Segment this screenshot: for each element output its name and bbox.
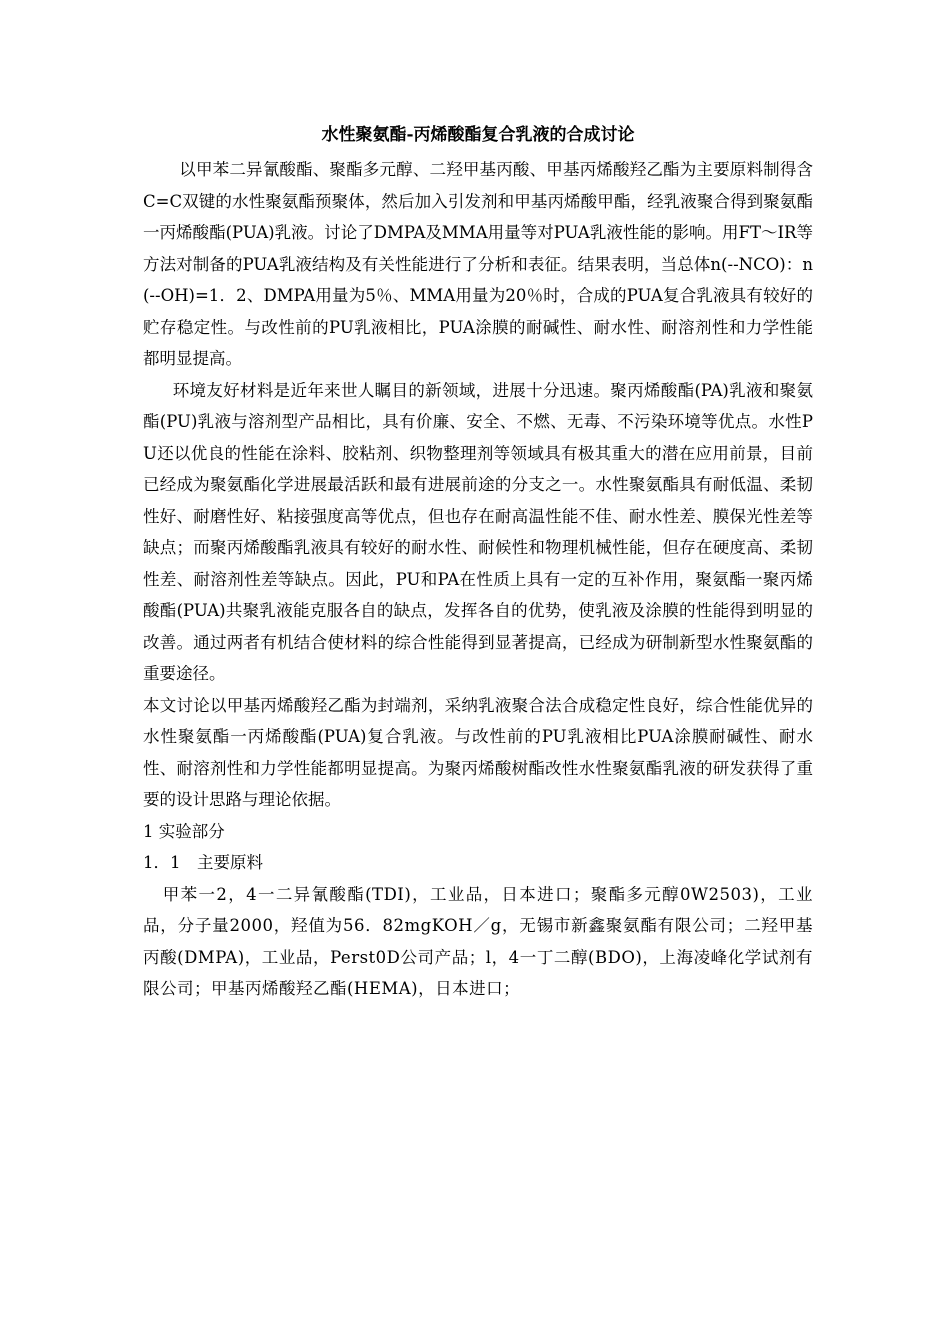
introduction-paragraph: 环境友好材料是近年来世人瞩目的新领域，进展十分迅速。聚丙烯酸酯(PA)乳液和聚氨酯(PU)乳液与溶剂型产品相比，具有价廉、安全、不燃、无毒、不污染环境等优点。水性PU还以优良的性能在涂料、胶粘剂、织物整理剂等领域具有极其重大的潜在应用前景，目前已经成为聚氨酯化学进展最活跃和最有进展前途的分支之一。水性聚氨酯具有耐低温、柔韧性好、耐磨性好、粘接强度高等优点，但也存在耐高温性能不佳、耐水性差、膜保光性差等缺点；而聚丙烯酸酯乳液具有较好的耐水性、耐候性和物理机械性能，但存在硬度高、柔韧性差、耐溶剂性差等缺点。因此，PU和PA在性质上具有一定的互补作用，聚氨酯一聚丙烯酸酯(PUA)共聚乳液能克服各自的缺点，发挥各自的优势，使乳液及涂膜的性能得到明显的改善。通过两者有机结合使材料的综合性能得到显著提高，已经成为研制新型水性聚氨酯的重要途径。 — [143, 380, 813, 683]
abstract-paragraph: 以甲苯二异氰酸酯、聚酯多元醇、二羟甲基丙酸、甲基丙烯酸羟乙酯为主要原料制得含C=C双键的水性聚氨酯预聚体，然后加入引发剂和甲基丙烯酸甲酯，经乳液聚合得到聚氨酯一丙烯酸酯(PUA)乳液。讨论了DMPA及MMA用量等对PUA乳液性能的影响。用FT～IR等方法对制备的PUA乳液结构及有关性能进行了分析和表征。结果表明，当总体n(--NCO)：n(--OH)=1．2、DMPA用量为5％、MMA用量为20％时，合成的PUA复合乳液具有较好的贮存稳定性。与改性前的PU乳液相比，PUA涂膜的耐碱性、耐水性、耐溶剂性和力学性能都明显提高。 — [143, 160, 813, 368]
document-page — [143, 122, 813, 1005]
purpose-paragraph: 本文讨论以甲基丙烯酸羟乙酯为封端剂，采纳乳液聚合法合成稳定性良好，综合性能优异的水性聚氨酯一丙烯酸酯(PUA)复合乳液。与改性前的PU乳液相比PUA涂膜耐碱性、耐水性、耐溶剂性和力学性能都明显提高。为聚丙烯酸树酯改性水性聚氨酯乳液的研发获得了重要的设计思路与理论依据。 — [143, 695, 813, 809]
materials-paragraph: 甲苯一2，4一二异氰酸酯(TDI)，工业品，日本进口；聚酯多元醇0W2503)，工业品，分子量2000，羟值为56．82mgKOH／g，无锡市新鑫聚氨酯有限公司；二羟甲基丙酸(DMPA)，工业品，Perst0D公司产品；l，4一丁二醇(BDO)，上海凌峰化学试剂有限公司；甲基丙烯酸羟乙酯(HEMA)，日本进口； — [143, 884, 813, 998]
section-heading: 1 实验部分 — [143, 821, 225, 841]
subsection-heading: 1．1 主要原料 — [143, 853, 263, 872]
document-title: 水性聚氨酯-丙烯酸酯复合乳液的合成讨论 — [321, 125, 635, 145]
